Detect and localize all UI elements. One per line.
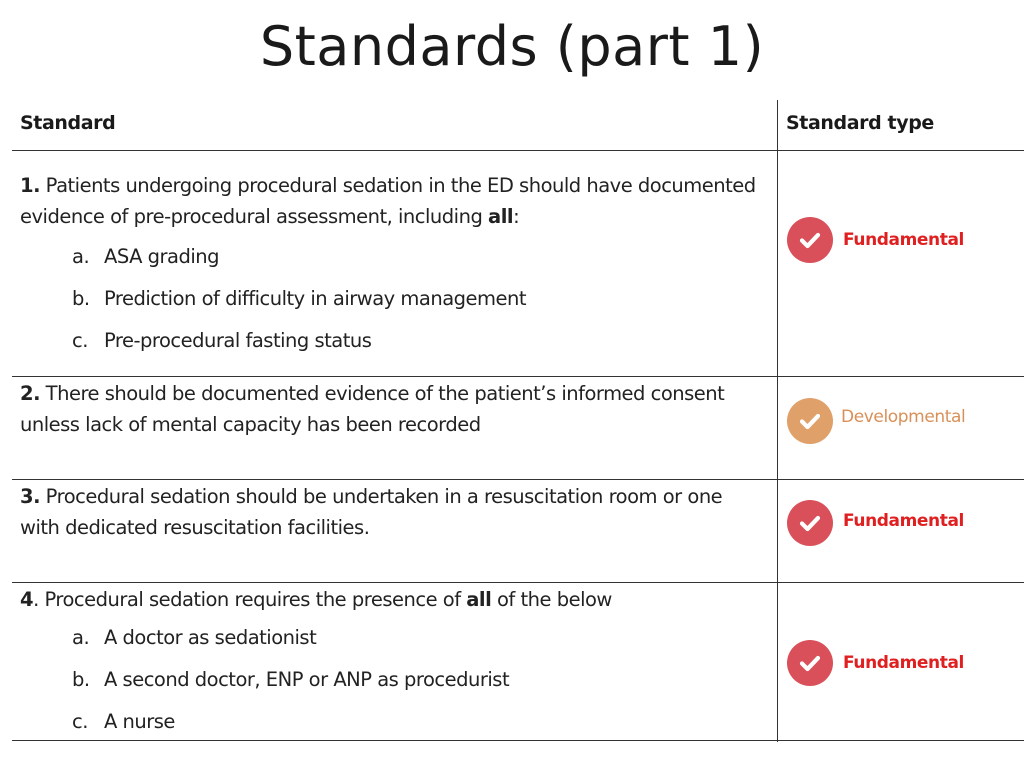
header-standard-type: Standard type	[786, 112, 934, 134]
standard-text: 1. Patients undergoing procedural sedation in the ED should have documented evidence of pre-procedural assessment, including all:	[20, 174, 756, 228]
list-item: c. Pre-procedural fasting status	[72, 329, 372, 352]
row-divider	[12, 582, 1024, 583]
list-item: b. Prediction of difficulty in airway management	[72, 287, 527, 310]
table-row	[12, 481, 777, 543]
list-item: c. A nurse	[72, 710, 175, 733]
page-title: Standards (part 1)	[259, 15, 765, 78]
header-standard: Standard	[20, 112, 116, 134]
list-item: a. A doctor as sedationist	[72, 626, 317, 649]
checkmark-circle-icon	[787, 398, 833, 444]
checkmark-circle-icon	[787, 500, 833, 546]
row-divider	[12, 150, 1024, 151]
row-divider	[12, 376, 1024, 377]
table-row	[12, 170, 777, 362]
standard-text: 4. Procedural sedation requires the presence of all of the below	[20, 588, 612, 611]
list-item: a. ASA grading	[72, 245, 219, 268]
status-badge: Developmental	[787, 398, 965, 444]
list-item: b. A second doctor, ENP or ANP as procedurist	[72, 668, 510, 691]
checkmark-circle-icon	[787, 217, 833, 263]
row-divider	[12, 479, 1024, 480]
standard-text: 3. Procedural sedation should be undertaken in a resuscitation room or one with dedicated resuscitation facilities.	[20, 485, 723, 539]
status-badge: Fundamental	[787, 500, 964, 546]
status-badge: Fundamental	[787, 217, 964, 263]
standard-text: 2. There should be documented evidence of the patient’s informed consent unless lack of mental capacity has been recorded	[20, 382, 725, 436]
table-row	[12, 584, 777, 743]
table-row	[12, 378, 777, 440]
checkmark-circle-icon	[787, 640, 833, 686]
status-badge: Fundamental	[787, 640, 964, 686]
standards-table	[12, 100, 1024, 742]
column-divider	[777, 100, 778, 742]
